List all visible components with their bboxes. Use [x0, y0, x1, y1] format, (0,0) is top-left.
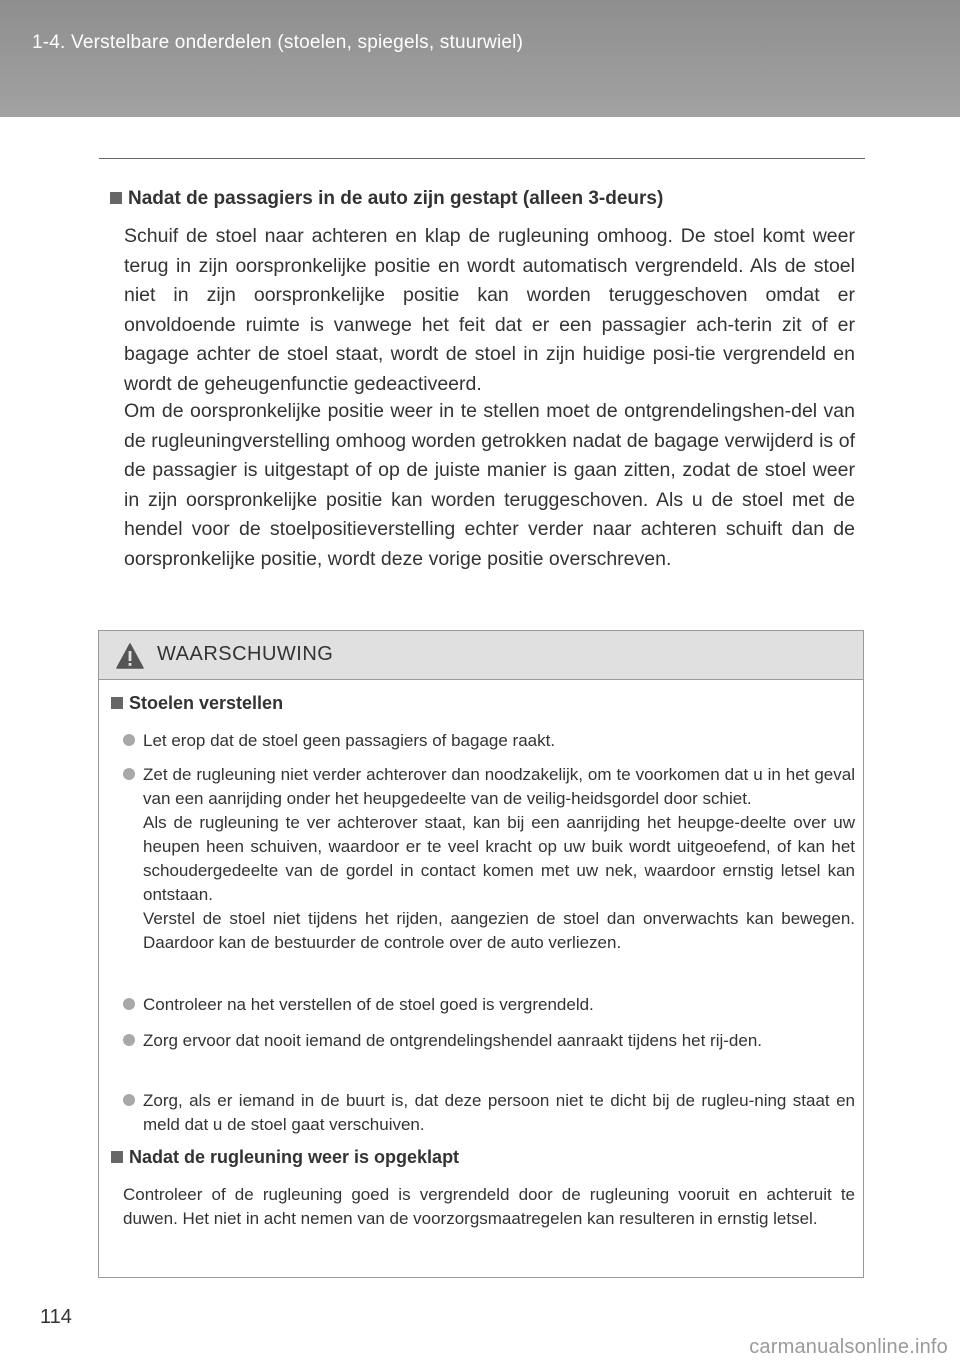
warning-bullet	[123, 729, 855, 753]
warning-heading-2	[111, 1147, 459, 1168]
watermark: carmanualsonline.info	[749, 1336, 948, 1358]
paragraph-1: Schuif de stoel naar achteren en klap de rugleuning omhoog. De stoel komt weer terug in zijn oorspronkelijke positie en wordt automatisch vergrendeld. Als de stoel niet in zijn oorspronkelijke positie kan worden teruggeschoven omdat er onvoldoende ruimte is vanwege het feit dat er een passagier ach-terin zit of er bagage achter de stoel staat, wordt de stoel in zijn huidige posi-tie vergrendeld en wordt de geheugenfunctie gedeactiveerd.	[124, 225, 855, 395]
warning-heading-2-text: Nadat de rugleuning weer is opgeklapt	[129, 1147, 460, 1167]
bullet-text: Zorg ervoor dat nooit iemand de ontgrendelingshendel aanraakt tijdens het rij-den.	[143, 1031, 763, 1050]
bullet-dot-icon	[123, 768, 135, 780]
warning-triangle-icon	[116, 643, 144, 669]
bullet-dot-icon	[123, 998, 135, 1010]
warning-bullet	[123, 1029, 855, 1053]
bullet-text-extra: Als de rugleuning te ver achterover staat, kan bij een aanrijding het heupge-deelte over uw heupen heen schuiven, waardoor er te veel kracht op uw buik wordt uitgeoefend, of kan het schoudergedeelte van de gordel in contact komen met uw nek, waardoor ernstig letsel kan ontstaan.	[143, 813, 855, 904]
warning-title: WAARSCHUWING	[157, 643, 334, 665]
section-heading	[110, 188, 870, 210]
section-title: 1-4. Verstelbare onderdelen (stoelen, spiegels, stuurwiel)	[32, 32, 524, 53]
warning-bullet	[123, 763, 855, 955]
warning-bullet	[123, 993, 855, 1017]
square-bullet-icon	[111, 1151, 123, 1163]
section-heading-text: Nadat de passagiers in de auto zijn gestapt (alleen 3-deurs)	[128, 188, 664, 209]
bullet-text: Controleer na het verstellen of de stoel goed is vergrendeld.	[143, 995, 594, 1014]
page-number: 114	[40, 1306, 72, 1328]
warning-bullet	[123, 1089, 855, 1137]
top-divider	[99, 158, 865, 159]
warning-paragraph: Controleer of de rugleuning goed is vergrendeld door de rugleuning vooruit en achteruit te duwen. Het niet in acht nemen van de voorzorgsmaatregelen kan resulteren in ernstig letsel.	[123, 1185, 855, 1228]
bullet-dot-icon	[123, 1034, 135, 1046]
bullet-text: Zet de rugleuning niet verder achterover dan noodzakelijk, om te voorkomen dat u in het geval van een aanrijding onder het heupgedeelte van de veilig-heidsgordel door schiet.	[143, 765, 855, 808]
bullet-text: Zorg, als er iemand in de buurt is, dat deze persoon niet te dicht bij de rugleu-ning staat en meld dat u de stoel gaat verschuiven.	[143, 1091, 855, 1134]
paragraph-2: Om de oorspronkelijke positie weer in te stellen moet de ontgrendelingshen-del van de rugleuningverstelling omhoog worden getrokken nadat de bagage verwijderd is of de passagier is uitgestapt of op de juiste manier is gaan zitten, zodat de stoel weer in zijn oorspronkelijke positie kan worden teruggeschoven. Als u de stoel met de hendel voor de stoelpositieverstelling echter verder naar achteren schuift dan de oorspronkelijke positie, wordt deze vorige positie overschreven.	[124, 400, 855, 570]
square-bullet-icon	[110, 192, 122, 204]
bullet-text-extra: Verstel de stoel niet tijdens het rijden, aangezien de stoel dan onverwachts kan bewegen. Daardoor kan de bestuurder de controle over de auto verliezen.	[143, 909, 855, 952]
bullet-dot-icon	[123, 1094, 135, 1106]
warning-heading-1	[111, 693, 283, 714]
square-bullet-icon	[111, 697, 123, 709]
warning-heading-1-text: Stoelen verstellen	[129, 693, 284, 713]
header-band	[0, 0, 960, 117]
bullet-text: Let erop dat de stoel geen passagiers of bagage raakt.	[143, 731, 556, 750]
warning-header	[99, 631, 863, 680]
bullet-dot-icon	[123, 734, 135, 746]
warning-box	[98, 630, 864, 1278]
